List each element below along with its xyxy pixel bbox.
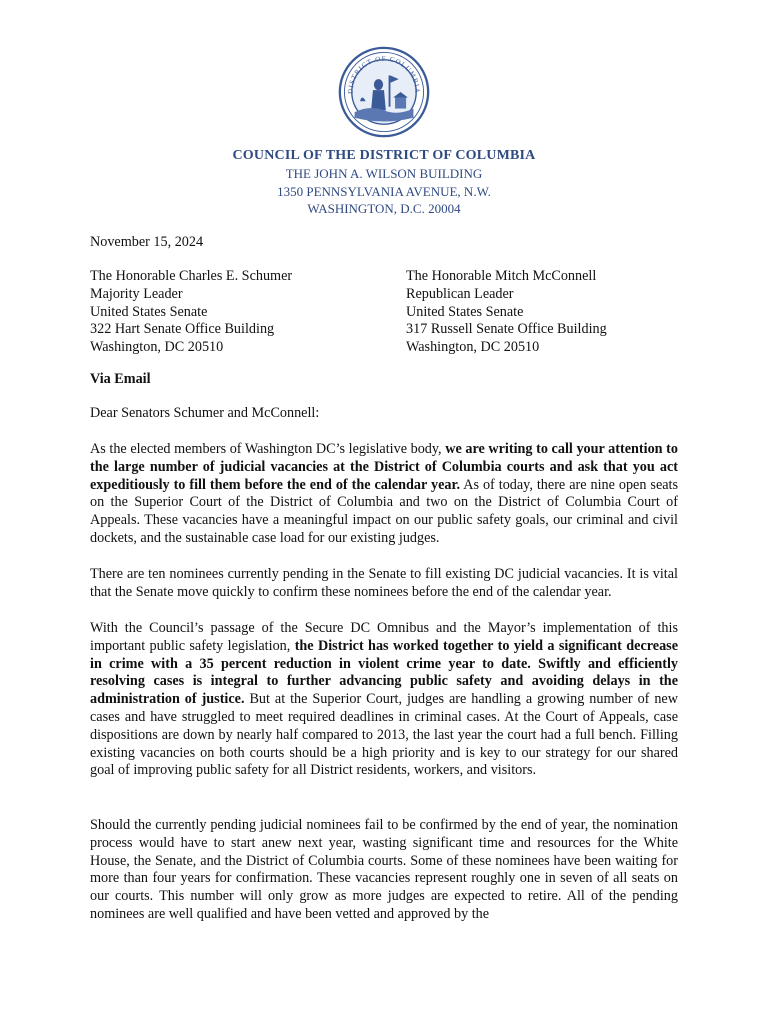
recipient-body: United States Senate: [406, 303, 524, 320]
recipient-city: Washington, DC 20510: [90, 339, 224, 356]
paragraph-text: But at the Superior Court, judges are handling a growing number of new cases and have struggled to meet required deadlines in criminal cases. At the Court of Appeals, case dispositions are down by nearly half compared to 2013, the last year the court had a full bench. Filling existing vacancies on both courts should be a high priority and is key to our strategy for our shared goal of improving public safety for all District residents, workers, and visitors.: [90, 691, 678, 779]
recipient-office: 322 Hart Senate Office Building: [90, 321, 275, 338]
recipient-city: Washington, DC 20510: [406, 339, 540, 356]
recipient-office: 317 Russell Senate Office Building: [406, 321, 607, 338]
recipient-name: The Honorable Mitch McConnell: [406, 268, 597, 284]
salutation: Dear Senators Schumer and McConnell:: [90, 405, 320, 421]
recipient-title: Majority Leader: [90, 285, 183, 302]
letter-date: November 15, 2024: [90, 234, 204, 250]
recipient-title: Republican Leader: [406, 285, 514, 302]
paragraph-emphasis: the District has worked together to yield a significant decrease in crime with a 35 percent reduction in violent crime year to date. Swiftly and efficiently resolving cases is integral to further advancing public safety and avoiding delays in the administration of justice.: [90, 637, 678, 708]
district-seal-icon: [338, 46, 430, 138]
paragraph-text: As the elected members of Washington DC’s legislative body,: [90, 441, 446, 457]
recipient-name: The Honorable Charles E. Schumer: [90, 268, 293, 284]
paragraph-text: As of today, there are nine open seats on the Superior Court of the District of Columbia and two on the District of Columbia Court of Appeals. These vacancies have a meaningful impact on our public safety goals, our criminal and civil dockets, and the sustainable case load for our existing judges.: [90, 476, 678, 546]
organization-name: COUNCIL OF THE DISTRICT OF COLUMBIA: [232, 148, 536, 163]
city-address: WASHINGTON, D.C. 20004: [307, 201, 461, 216]
letterhead: [0, 147, 768, 218]
street-address: 1350 PENNSYLVANIA AVENUE, N.W.: [277, 183, 491, 199]
paragraph-text: With the Council’s passage of the Secure DC Omnibus and the Mayor’s implementation of this important public safety legislation,: [90, 620, 678, 654]
seal-text: DISTRICT OF COLUMBIA: [347, 55, 421, 95]
building-name: THE JOHN A. WILSON BUILDING: [285, 166, 483, 181]
recipient-body: United States Senate: [90, 303, 208, 320]
paragraph-3: [90, 620, 678, 780]
paragraph-2: There are ten nominees currently pending in the Senate to fill existing DC judicial vacancies. It is vital that the Senate move quickly to confirm these nominees before the end of the calendar year.: [90, 566, 678, 600]
paragraph-1: [90, 441, 678, 548]
delivery-method: Via Email: [90, 371, 151, 387]
recipient-address-schumer: [90, 268, 292, 357]
recipient-address-mcconnell: [406, 268, 607, 357]
paragraph-emphasis: we are writing to call your attention to the large number of judicial vacancies at the District of Columbia courts and ask that you act expeditiously to fill them before the end of the calendar year.: [90, 441, 678, 493]
paragraph-4: Should the currently pending judicial nominees fail to be confirmed by the end of year, the nomination process would have to start anew next year, wasting significant time and resources for the White House, the Senate, and the District of Columbia courts. Some of these nominees have been waiting for more than four years for confirmation. These vacancies represent roughly one in seven of all seats on our courts. This number will only grow as more judges are expected to retire. All of the pending nominees are well qualified and have been vetted and approved by the: [90, 817, 678, 922]
